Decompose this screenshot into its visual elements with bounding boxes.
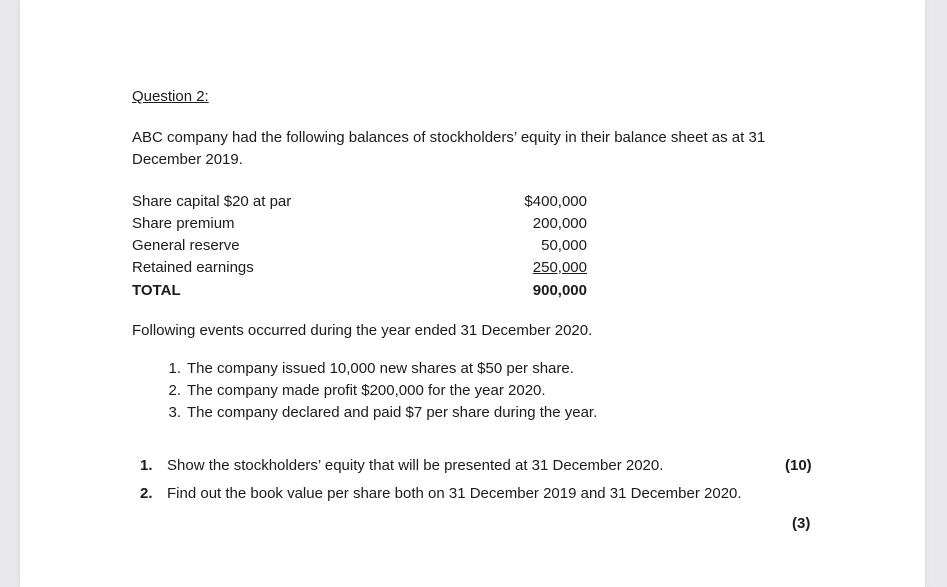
question-text: Find out the book value per share both on 31 December 2019 and 31 December 2020. [167, 485, 742, 502]
event-text: The company issued 10,000 new shares at $50 per share. [187, 360, 574, 377]
balance-value: 200,000 [532, 215, 587, 232]
event-number: 3. [168, 404, 181, 421]
question-text: Show the stockholders’ equity that will be presented at 31 December 2020. [167, 457, 664, 474]
intro-line-1: ABC company had the following balances of stockholders’ equity in their balance sheet as at 31 [132, 129, 766, 146]
question-title: Question 2: [132, 88, 209, 105]
event-number: 1. [168, 360, 181, 377]
balance-label: Share premium [132, 215, 235, 232]
balance-value: $400,000 [524, 193, 587, 210]
event-text: The company made profit $200,000 for the year 2020. [187, 382, 546, 399]
question-number: 2. [140, 485, 153, 502]
event-number: 2. [168, 382, 181, 399]
question-marks: (10) [785, 457, 812, 474]
event-text: The company declared and paid $7 per share during the year. [187, 404, 598, 421]
balance-label: General reserve [132, 237, 240, 254]
total-label: TOTAL [132, 282, 181, 299]
document-page [20, 0, 925, 587]
intro-line-2: December 2019. [132, 151, 243, 168]
balance-label: Retained earnings [132, 259, 254, 276]
balance-value: 250,000 [532, 259, 587, 276]
events-intro: Following events occurred during the year ended 31 December 2020. [132, 322, 593, 339]
question-marks: (3) [792, 515, 811, 532]
balance-label: Share capital $20 at par [132, 193, 292, 210]
balance-value: 50,000 [541, 237, 587, 254]
question-number: 1. [140, 457, 153, 474]
total-value: 900,000 [532, 282, 587, 299]
